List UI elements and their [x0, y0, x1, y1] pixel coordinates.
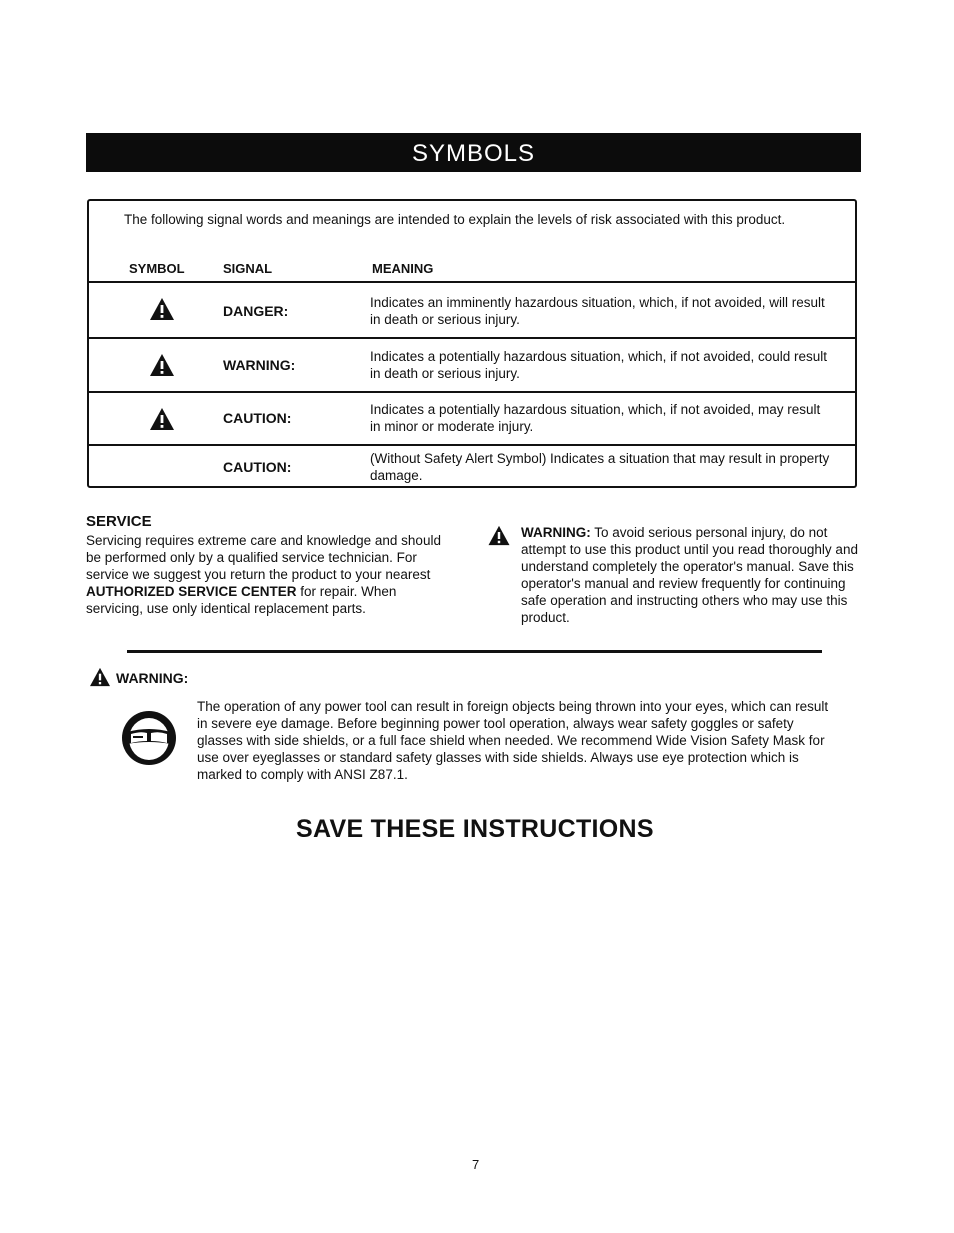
service-text-part2: for repair. When servicing, use only identical replacement parts.: [86, 584, 397, 616]
service-text-part1: Servicing requires extreme care and knowledge and should be performed only by a qualified service technician. For service we suggest you return the product to your nearest: [86, 533, 441, 582]
service-text: [86, 532, 456, 617]
signal-danger: DANGER:: [223, 303, 289, 319]
signal-caution-property: CAUTION:: [223, 459, 292, 475]
signal-caution: CAUTION:: [223, 410, 292, 426]
symbol-row-caution-property: [89, 444, 855, 486]
meaning-danger: Indicates an imminently hazardous situation, which, if not avoided, will result in death or serious injury.: [370, 295, 825, 327]
meaning-caution-property: (Without Safety Alert Symbol) Indicates a situation that may result in property damage.: [370, 451, 830, 483]
eye-warning-label: WARNING:: [116, 670, 189, 686]
manual-warning-label: WARNING:: [521, 525, 591, 540]
meaning-warning: Indicates a potentially hazardous situation, which, if not avoided, could result in death or serious injury.: [370, 349, 828, 381]
column-header-meaning: MEANING: [372, 261, 434, 276]
symbol-row-danger: [89, 281, 855, 337]
column-header-symbol: SYMBOL: [129, 261, 185, 276]
symbol-row-caution: [89, 391, 855, 444]
symbols-intro: The following signal words and meanings are intended to explain the levels of risk associated with this product.: [124, 212, 786, 227]
meaning-caution: Indicates a potentially hazardous situation, which, if not avoided, may result in minor or moderate injury.: [370, 402, 821, 434]
manual-warning: [521, 524, 871, 626]
safety-alert-triangle-icon: [149, 353, 175, 377]
safety-goggles-icon: [119, 708, 179, 768]
safety-alert-triangle-icon: [88, 667, 112, 687]
section-divider: [127, 650, 822, 653]
signal-warning: WARNING:: [223, 357, 296, 373]
eye-warning-text: The operation of any power tool can result in foreign objects being thrown into your eyes, which can result in severe eye damage. Before beginning power tool operation, always wear safety goggles or safety glasses with side shields, or a full face shield when needed. We recommend Wide Vision Safety Mask for use over eyeglasses or standard safety glasses with side shields. Always use eye protection which is marked to comply with ANSI Z87.1.: [197, 699, 829, 782]
symbol-row-warning: [89, 337, 855, 391]
symbols-banner: SYMBOLS: [86, 133, 861, 172]
column-header-signal: SIGNAL: [223, 261, 273, 276]
page-number: 7: [472, 1157, 480, 1172]
safety-alert-triangle-icon: [149, 407, 175, 431]
safety-alert-triangle-icon: [487, 525, 511, 546]
manual-warning-text: To avoid serious personal injury, do not attempt to use this product until you read thoroughly and understand completely the operator's manual. Save this operator's manual and review frequently for continuing safe operation and instructing others who may use this product.: [521, 525, 858, 625]
service-heading: SERVICE: [86, 513, 152, 530]
save-instructions-heading: SAVE THESE INSTRUCTIONS: [296, 815, 654, 843]
safety-alert-triangle-icon: [149, 297, 175, 321]
authorized-service-center: AUTHORIZED SERVICE CENTER: [86, 584, 297, 599]
symbols-table: [87, 199, 857, 488]
